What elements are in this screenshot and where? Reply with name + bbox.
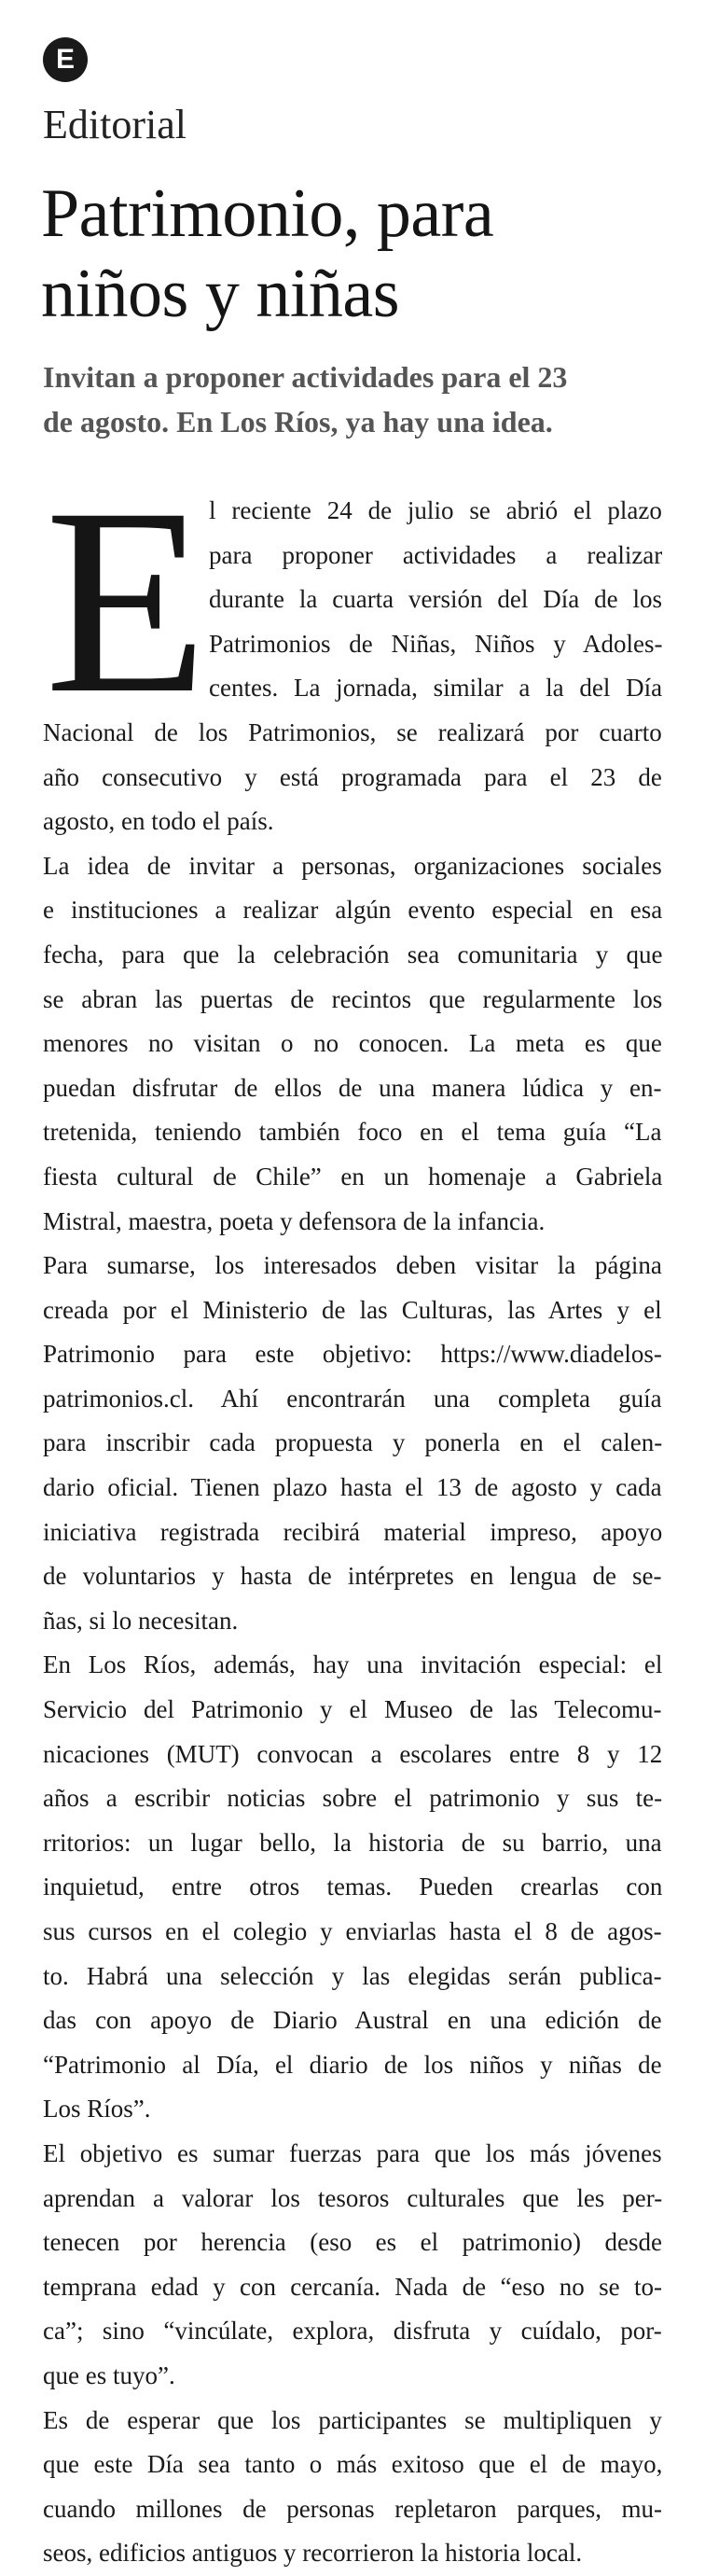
- paragraph-1: [43, 453, 663, 844]
- paragraph-4: [43, 1643, 662, 2132]
- text-line: se abran las puertas de recintos que regularmente los: [43, 984, 663, 1013]
- text-line: Mistral, maestra, poeta y defensora de la infancia.: [43, 1206, 546, 1235]
- text-line: que es tuyo”.: [43, 2360, 175, 2389]
- text-line: que este Día sea tanto o más exitoso que el de mayo,: [43, 2450, 663, 2479]
- text-line: seos, edificios antiguos y recorrieron la historia local.: [43, 2539, 583, 2568]
- text-line: nicaciones (MUT) convocan a escolares entre 8 y 12: [43, 1739, 663, 1768]
- text-line: e instituciones a realizar algún evento especial en esa: [43, 896, 663, 925]
- paragraph-5: [43, 2132, 662, 2399]
- paragraph-6: [43, 2399, 662, 2576]
- headline: [41, 174, 675, 334]
- paragraph-3: [43, 1244, 662, 1643]
- text-line: sus cursos en el colegio y enviarlas hasta el 8 de agos-: [43, 1917, 662, 1945]
- text-line: ca”; sino “vincúlate, explora, disfruta y cuídalo, por-: [43, 2317, 662, 2346]
- text-line: patrimonios.cl. Ahí encontrarán una completa guía: [43, 1384, 662, 1413]
- text-line: En Los Ríos, además, hay una invitación especial: el: [43, 1650, 663, 1679]
- text-line: fecha, para que la celebración sea comunitaria y que: [43, 940, 663, 968]
- editorial-badge: E: [43, 37, 88, 82]
- text-line: centes. La jornada, similar a la del Día: [209, 674, 663, 703]
- text-line: Servicio del Patrimonio y el Museo de las Telecomu-: [43, 1695, 662, 1724]
- text-line: menores no visitan o no conocen. La meta es que: [43, 1029, 662, 1058]
- text-line: Nacional de los Patrimonios, se realizará por cuarto: [43, 717, 662, 746]
- section-label: Editorial: [43, 102, 187, 147]
- text-line: La idea de invitar a personas, organizaciones sociales: [43, 851, 662, 880]
- text-line: Es de esperar que los participantes se multipliquen y: [43, 2405, 662, 2434]
- text-line: fiesta cultural de Chile” en un homenaje a Gabriela: [43, 1162, 663, 1191]
- deck-line: de agosto. En Los Ríos, ya hay una idea.: [43, 405, 553, 439]
- deck-line: Invitan a proponer actividades para el 23: [43, 360, 568, 394]
- text-line: durante la cuarta versión del Día de los: [209, 585, 663, 614]
- text-line: año consecutivo y está programada para el 23 de: [43, 762, 662, 791]
- text-line: dario oficial. Tienen plazo hasta el 13 de agosto y cada: [43, 1473, 662, 1502]
- text-line: puedan disfrutar de ellos de una manera lúdica y en-: [43, 1073, 662, 1102]
- text-line: Para sumarse, los interesados deben visitar la página: [43, 1251, 662, 1280]
- text-line: Los Ríos”.: [43, 2095, 151, 2123]
- headline-line: niños y niñas: [41, 256, 400, 332]
- drop-cap: E: [45, 453, 208, 748]
- deck: [43, 355, 677, 444]
- text-line: de voluntarios y hasta de intérpretes en lengua de se-: [43, 1562, 662, 1591]
- text-line: creada por el Ministerio de las Culturas, las Artes y el: [43, 1295, 662, 1324]
- text-line: El objetivo es sumar fuerzas para que los más jóvenes: [43, 2138, 662, 2167]
- text-line: tretenida, teniendo también foco en el tema guía “La: [43, 1118, 662, 1147]
- text-line: agosto, en todo el país.: [43, 807, 274, 836]
- text-line: das con apoyo de Diario Austral en una edición de: [43, 2006, 662, 2035]
- text-line: Patrimonios de Niñas, Niños y Adoles-: [209, 629, 663, 658]
- text-line: cuando millones de personas repletaron parques, mu-: [43, 2494, 663, 2523]
- article-body: [43, 453, 663, 2576]
- text-line: iniciativa registrada recibirá material impreso, apoyo: [43, 1517, 663, 1546]
- text-line: inquietud, entre otros temas. Pueden crearlas con: [43, 1873, 663, 1901]
- text-line: to. Habrá una selección y las elegidas serán publica-: [43, 1961, 662, 1990]
- text-line: “Patrimonio al Día, el diario de los niños y niñas de: [43, 2050, 662, 2079]
- text-line: tenecen por herencia (eso es el patrimonio) desde: [43, 2228, 662, 2257]
- text-line: años a escribir noticias sobre el patrimonio y sus te-: [43, 1784, 663, 1813]
- text-line: para proponer actividades a realizar: [209, 540, 663, 569]
- text-line: aprendan a valorar los tesoros culturales que les per-: [43, 2183, 663, 2212]
- text-line: ñas, si lo necesitan.: [43, 1606, 239, 1635]
- text-line: temprana edad y con cercanía. Nada de “eso no se to-: [43, 2272, 662, 2301]
- text-line: l reciente 24 de julio se abrió el plazo: [209, 496, 662, 524]
- remaining-paragraphs: [43, 844, 662, 2576]
- text-line: para inscribir cada propuesta y ponerla en el calen-: [43, 1428, 663, 1457]
- text-line: Patrimonio para este objetivo: https://www.diadelos-: [43, 1340, 662, 1369]
- text-line: rritorios: un lugar bello, la historia de su barrio, una: [43, 1828, 662, 1857]
- paragraph-2: [43, 844, 662, 1244]
- headline-line: Patrimonio, para: [41, 175, 494, 252]
